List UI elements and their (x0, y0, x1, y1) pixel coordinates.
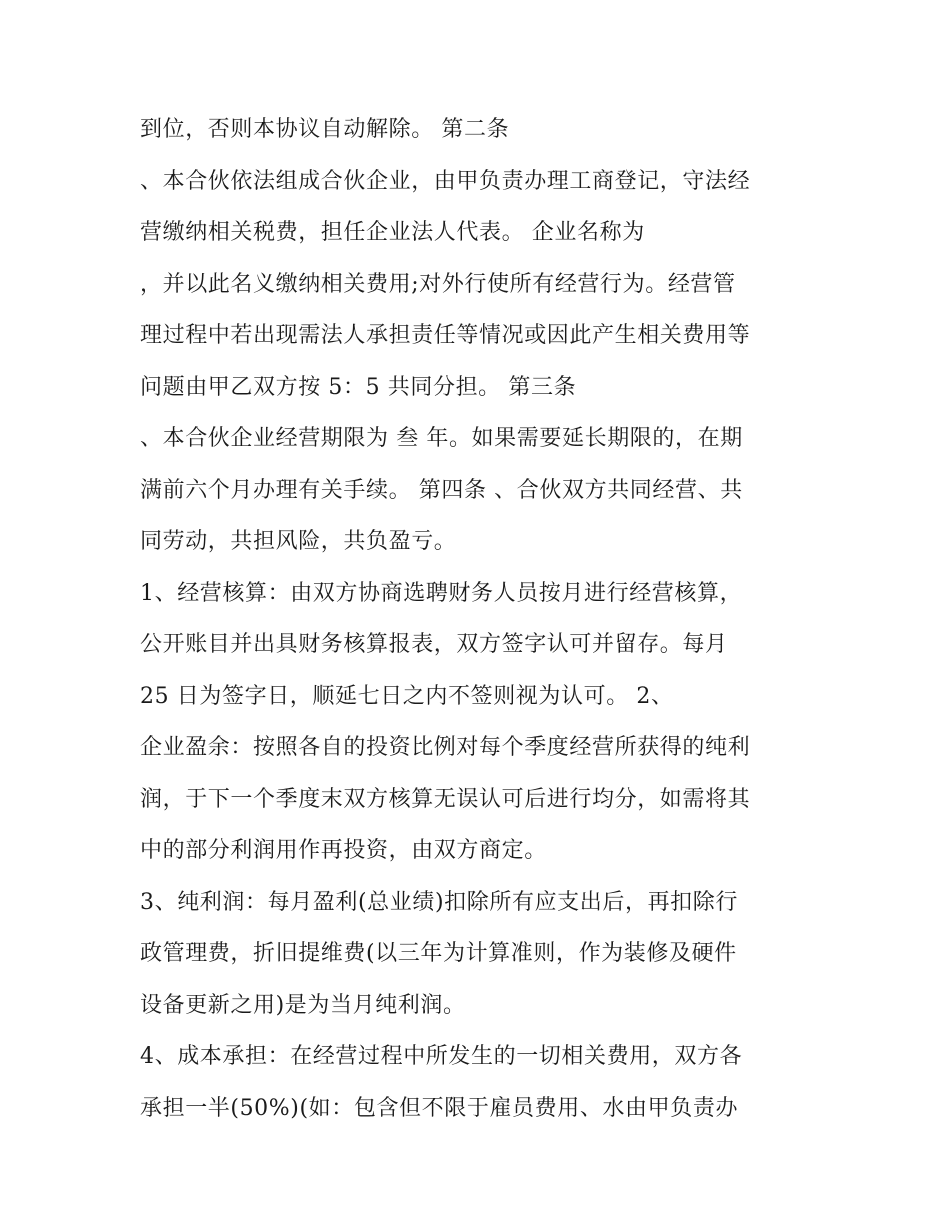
text-line: 设备更新之用)是为当月纯利润。 (140, 992, 466, 1018)
text-line: 问题由甲乙双方按 5：5 共同分担。 第三条 (140, 374, 577, 400)
text-line: 润，于下一个季度末双方核算无误认可后进行均分，如需将其 (140, 786, 751, 812)
text-line: 25 日为签字日，顺延七日之内不签则视为认可。 2、 (140, 683, 674, 709)
text-line: 营缴纳相关税费，担任企业法人代表。 企业名称为 (140, 220, 645, 245)
text-line: 满前六个月办理有关手续。 第四条 、合伙双方共同经营、共 (140, 477, 743, 503)
text-line: 4、成本承担：在经营过程中所发生的一切相关费用，双方各 (140, 1044, 743, 1069)
text-line: 、本合伙依法组成合伙企业，由甲负责办理工商登记，守法经 (140, 168, 751, 194)
text-line: 1、经营核算：由双方协商选聘财务人员按月进行经营核算， (140, 580, 743, 606)
text-line: 政管理费，折旧提维费(以三年为计算准则，作为装修及硬件 (140, 941, 737, 966)
text-line: 中的部分利润用作再投资，由双方商定。 (140, 838, 547, 863)
text-line: 到位，否则本协议自动解除。 第二条 (140, 117, 510, 142)
text-line: 、本合伙企业经营期限为 叁 年。如果需要延长期限的，在期 (140, 426, 743, 451)
text-line: 公开账目并出具财务核算报表，双方签字认可并留存。每月 (140, 632, 728, 657)
text-line: 3、纯利润：每月盈利(总业绩)扣除所有应支出后，再扣除行 (140, 889, 738, 915)
text-line: ，并以此名义缴纳相关费用;对外行使所有经营行为。经营管 (140, 271, 736, 297)
text-line: 承担一半(50%)(如：包含但不限于雇员费用、水由甲负责办 (140, 1095, 739, 1121)
document-body (140, 104, 830, 1134)
text-line: 同劳动，共担风险，共负盈亏。 (140, 529, 457, 554)
text-line: 理过程中若出现需法人承担责任等情况或因此产生相关费用等 (140, 323, 751, 348)
text-line: 企业盈余：按照各自的投资比例对每个季度经营所获得的纯利 (140, 735, 751, 760)
